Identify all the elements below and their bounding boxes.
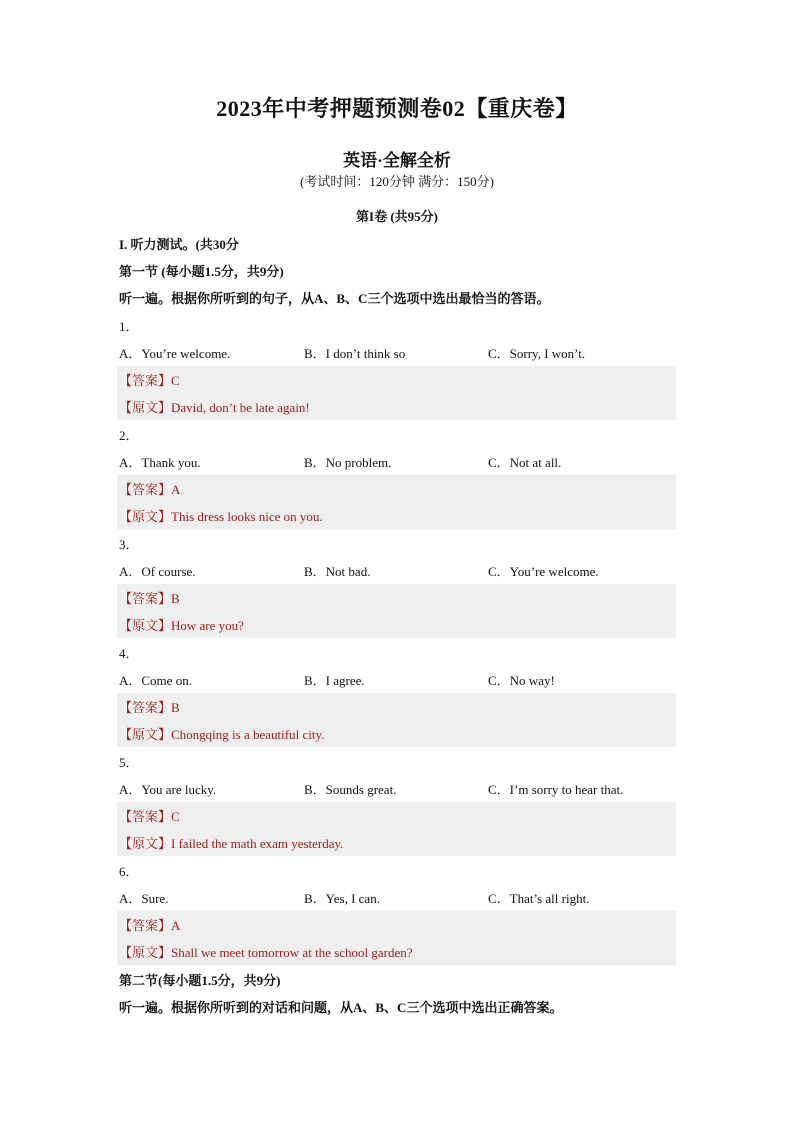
option-b: B．Not bad. xyxy=(304,564,371,579)
part-title: 第I卷 (共95分) xyxy=(356,209,438,224)
option-c: C．No way! xyxy=(488,673,555,688)
question-number: 2． xyxy=(119,428,139,443)
option-b: B．I agree. xyxy=(304,673,365,688)
answer-value: C xyxy=(171,809,180,824)
option-c: C．You’re welcome. xyxy=(488,564,599,579)
answer-shade xyxy=(117,584,676,611)
section-heading: I. 听力测试。(共30分 xyxy=(119,237,239,252)
transcript-line xyxy=(119,397,310,416)
answer-line xyxy=(119,915,180,934)
answer-label: 【答案】 xyxy=(119,700,172,715)
answer-label: 【答案】 xyxy=(119,482,172,497)
answer-line xyxy=(119,697,180,716)
answer-label: 【答案】 xyxy=(119,809,172,824)
answer-value: B xyxy=(171,700,180,715)
option-b: B．Sounds great. xyxy=(304,782,397,797)
option-a: A．Of course. xyxy=(119,564,196,579)
transcript-text: This dress looks nice on you. xyxy=(171,509,323,524)
subsection-2-heading: 第二节(每小题1.5分，共9分) xyxy=(119,973,281,988)
answer-value: A xyxy=(171,482,181,497)
transcript-line xyxy=(119,942,413,961)
option-a: A．Sure. xyxy=(119,891,169,906)
answer-label: 【答案】 xyxy=(119,591,172,606)
question-number: 3． xyxy=(119,537,139,552)
answer-line xyxy=(119,588,180,607)
transcript-line xyxy=(119,833,343,852)
transcript-line xyxy=(119,615,244,634)
exam-info: (考试时间：120分钟 满分：150分) xyxy=(300,174,494,189)
option-a: A．You are lucky. xyxy=(119,782,217,797)
page-subtitle: 英语·全解全析 xyxy=(343,151,451,170)
answer-shade xyxy=(117,366,676,393)
answer-shade xyxy=(117,693,676,720)
option-c: C．That’s all right. xyxy=(488,891,590,906)
answer-line xyxy=(119,806,180,825)
transcript-label: 【原文】 xyxy=(119,836,172,851)
option-a: A．Thank you. xyxy=(119,455,201,470)
transcript-line xyxy=(119,724,324,743)
transcript-label: 【原文】 xyxy=(119,618,172,633)
question-number: 1． xyxy=(119,319,139,334)
answer-shade xyxy=(117,475,676,502)
option-a: A．You’re welcome. xyxy=(119,346,231,361)
subsection-1-instruction: 听一遍。根据你所听到的句子，从A、B、C三个选项中选出最恰当的答语。 xyxy=(119,291,550,306)
option-b: B．I don’t think so xyxy=(304,346,406,361)
transcript-text: How are you? xyxy=(171,618,244,633)
page-title: 2023年中考押题预测卷02【重庆卷】 xyxy=(216,96,578,121)
answer-shade xyxy=(117,802,676,829)
answer-label: 【答案】 xyxy=(119,918,172,933)
transcript-label: 【原文】 xyxy=(119,400,172,415)
answer-line xyxy=(119,479,180,498)
question-number: 5． xyxy=(119,755,139,770)
subsection-1-heading: 第一节 (每小题1.5分，共9分) xyxy=(119,264,284,279)
answer-shade xyxy=(117,911,676,938)
option-c: C．Not at all. xyxy=(488,455,562,470)
transcript-text: David, don’t be late again! xyxy=(171,400,310,415)
subsection-2-instruction: 听一遍。根据你所听到的对话和问题，从A、B、C三个选项中选出正确答案。 xyxy=(119,1000,563,1015)
answer-value: A xyxy=(171,918,181,933)
option-a: A．Come on. xyxy=(119,673,192,688)
question-number: 6． xyxy=(119,864,139,879)
option-c: C．Sorry, I won’t. xyxy=(488,346,586,361)
answer-value: C xyxy=(171,373,180,388)
answer-value: B xyxy=(171,591,180,606)
answer-line xyxy=(119,370,180,389)
transcript-text: Chongqing is a beautiful city. xyxy=(171,727,325,742)
option-c: C．I’m sorry to hear that. xyxy=(488,782,624,797)
transcript-text: Shall we meet tomorrow at the school garden? xyxy=(171,945,413,960)
option-b: B．No problem. xyxy=(304,455,392,470)
answer-label: 【答案】 xyxy=(119,373,172,388)
question-number: 4． xyxy=(119,646,139,661)
option-b: B．Yes, I can. xyxy=(304,891,380,906)
transcript-label: 【原文】 xyxy=(119,727,172,742)
transcript-label: 【原文】 xyxy=(119,945,172,960)
transcript-line xyxy=(119,506,323,525)
transcript-text: I failed the math exam yesterday. xyxy=(171,836,344,851)
transcript-label: 【原文】 xyxy=(119,509,172,524)
